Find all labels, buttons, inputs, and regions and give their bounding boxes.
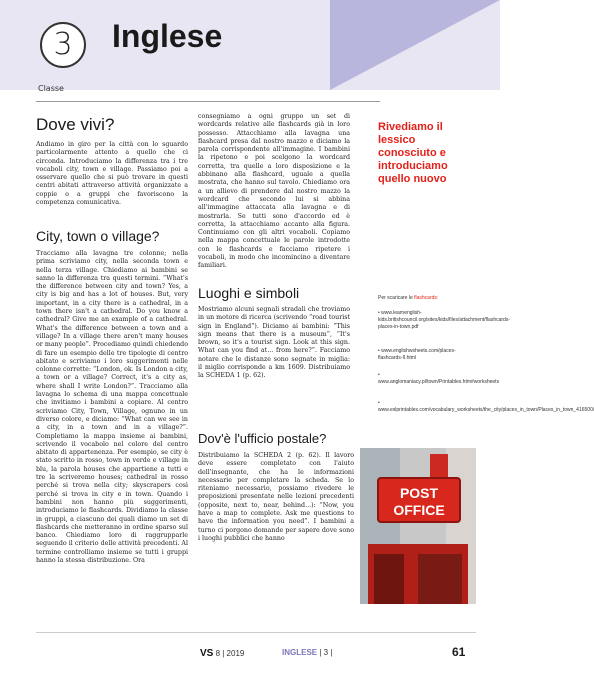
section-body-city-town: Tracciamo alla lavagna tre colonne; nella prima scriviamo city, nella seconda town e nella terza village. Chiediamo ai bambini se sanno la differenza tra questi termini. “What's the difference between city and town? Yes, a city is big and has a lot of houses. But, very important, in a city there is a cathedral, in a town there isn't a cathedral. Do you know a cathedral? Give me an example of a cathedral. What's the difference between a town and a village? In a village there aren't many houses or many people”. Procediamo quindi chiedendo di fare un esempio delle tre tipologie di centro abitato e scriviamo i loro suggerimenti nelle colonne corrette: “London, ok. Is London a city, a town or a village? Correct, it's a city as, where shall I write London?”. Tracciamo alla lavagna lo schema di una mappa concettuale che invitiamo i bambini a copiare. Al centro scriviamo City, Town, Village, ognuno in un diverso colore, e diciamo: “What can we see in a city, in a town and in a village?”. Completiamo la mappa insieme ai bambini, scrivendo il vocabolo nel colore del centro abitato di appartenenza. Per esempio, se city è stato scritto in rosso, town in verde e village in blu, la parola houses che appartiene a tutti e tre la scriveremo houses; cathedral in rosso perché si trova nella city; skyscrapers così perché si trova in city e in town. Quando i bambini non hanno più suggerimenti, introduciamo le flashcards. Dividiamo la classe in gruppi, a ciascuno dei quali diamo un set di flashcards che metteranno in ordine sparso sul banco. Chiediamo loro di raggrupparle seguendo il criterio delle attività precedenti. Al termine controlliamo insieme se tutti i gruppi hanno la stessa distribuzione. Ora: [36, 250, 188, 564]
sidebar-link-1[interactable]: • www.learnenglish-kids.britishcouncil.org/sites/kids/files/attachment/flashcards-places-in-town.pdf: [378, 310, 510, 330]
class-label: Classe: [38, 84, 64, 93]
section-title-dove-vivi: Dove vivi?: [36, 115, 115, 134]
section-title-ufficio-postale: Dov'è l'ufficio postale?: [198, 431, 327, 446]
class-number-badge: 3: [40, 22, 86, 68]
footer-issue-text: 8 | 2019: [215, 649, 245, 658]
section-intro: Andiamo in giro per la città con lo sguardo particolarmente attento a quello che ci circonda. Introduciamo la differenza tra i tre vocaboli city, town e village. Passiamo poi a osservare quello che si può trovare in questi centri abitati attraverso attività organizzate a coppie o a gruppi che favoriscono la competenza comunicativa.: [36, 141, 188, 207]
header-triangle: [330, 0, 500, 90]
footer-brand: VS: [200, 648, 214, 659]
section-body-luoghi: Mostriamo alcuni segnali stradali che troviamo in un motore di ricerca (scrivendo “road tourist sign in England”). Diciamo ai bambini: “This sign means that there is a museum”, “It's brown, so it's a tourist sign. Look at this sign. What can you find at... from here?”. Facciamo notare che le distanze sono segnate in miglia: il miglio corrisponde a km 1609. Distribuiamo la SCHEDA 1 (p. 62).: [198, 306, 350, 380]
page-number: 61: [452, 645, 466, 659]
footer-subject: INGLESE | 3 |: [282, 648, 333, 657]
section-body-ufficio: Distribuiamo la SCHEDA 2 (p. 62). Il lavoro deve essere completato con l'aiuto dell'insegnante, che ha le informazioni necessarie per completare la scheda. Se lo riteniamo necessario, possiamo rivedere le preposizioni presentate nelle lezioni precedenti (opposite, next to, near, behind...): “Now, you have a map to complete. Ask me questions to have the information you need”. I bambini a turno ci porgono domande per sapere dove sono i luoghi pubblici che hanno: [198, 452, 354, 542]
note-heading-text: Per scaricare le: [378, 295, 413, 301]
sidebar-link-4[interactable]: • www.eslprintables.com/vocabulary_worksheets/the_city/places_in_town/Places_in_town_416500/: [378, 400, 594, 413]
header-rule: [36, 101, 380, 102]
sign-line-2: OFFICE: [393, 502, 445, 518]
sign-line-1: POST: [399, 485, 439, 501]
footer-rule: [36, 632, 476, 633]
sidebar-link-3[interactable]: • www.anglomaniacy.pl/town/Printables.htm#worksheets: [378, 372, 500, 385]
section-title-luoghi: Luoghi e simboli: [198, 285, 300, 301]
section-title-city-town: City, town o village?: [36, 228, 160, 244]
sidebar-link-2[interactable]: • www.englishwsheets.com/places-flashcards-II.html: [378, 348, 456, 361]
sidebar-title: Rivediamo il lessico conosciuto e introduciamo quello nuovo: [378, 121, 448, 185]
footer-class-num: 3: [323, 648, 329, 657]
sidebar-note-heading: [378, 295, 474, 302]
section-body-wordcards: consegniamo a ogni gruppo un set di wordcards relative alle flashcards già in loro possesso. Attacchiamo alla lavagna una flashcard presa dal nostro mazzo e diciamo la parola corrispondente all'immagine. I bambini la ripetono e poi scelgono la wordcard corretta, tra quelle a loro disposizione e la abbinano alla flashcard, uguale a quella mostrata, che hanno sul tavolo. Chiediamo ora a un allievo di prendere dal nostro mazzo la wordcard che secondo lui si abbina all'immagine attaccata alla lavagna e di mostrarla. Se tutti sono d'accordo ed è corretta, la attacchiamo accanto alla figura. Continuiamo con gli altri vocaboli. Copiamo nella mappa concettuale le parole introdotte con le flashcards e facciamo ripetere i vocaboli, in modo che incomincino a diventare familiari.: [198, 113, 350, 270]
subject-title: Inglese: [112, 18, 223, 54]
footer-subject-label: INGLESE: [282, 648, 318, 657]
footer-issue: [200, 648, 244, 659]
note-heading-red: flashcards:: [414, 295, 439, 301]
post-office-illustration: [360, 448, 476, 604]
post-office-photo: [360, 448, 476, 604]
